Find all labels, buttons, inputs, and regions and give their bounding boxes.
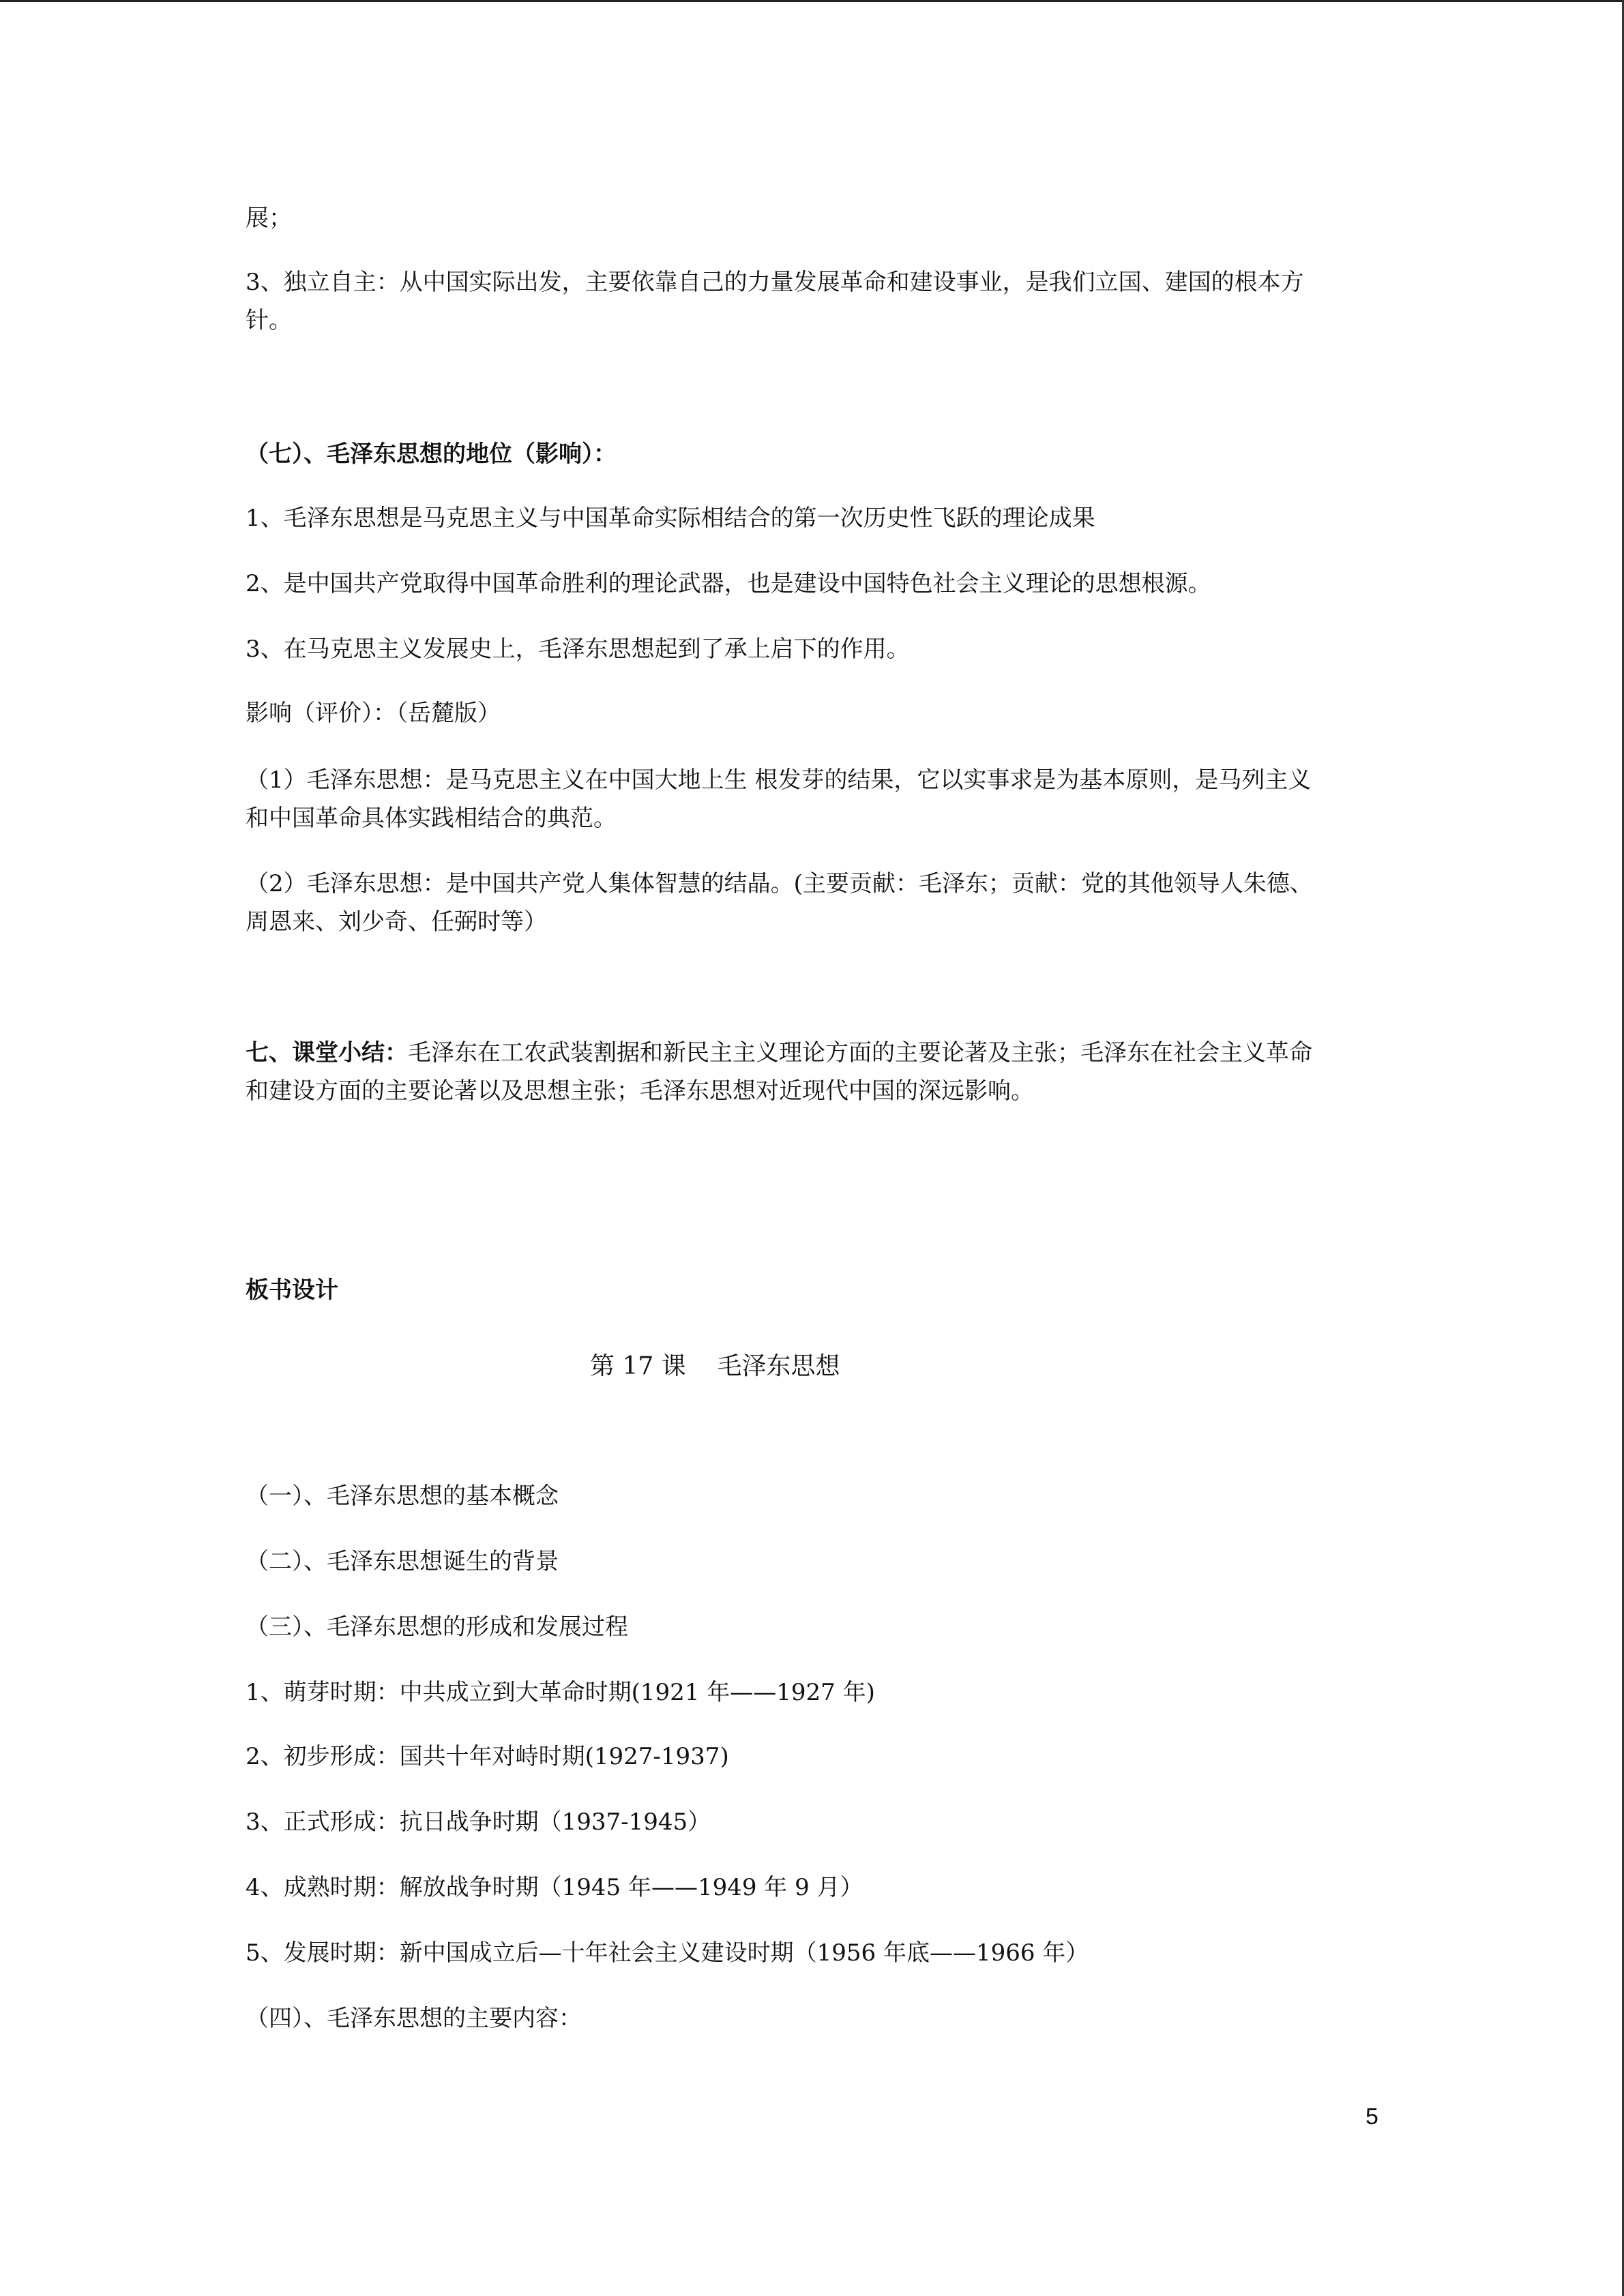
text-line: 影响（评价）：（岳麓版） [246,700,501,727]
text-line: 1、毛泽东思想是马克思主义与中国革命实际相结合的第一次历史性飞跃的理论成果 [246,505,1095,532]
list-item: 3、正式形成：抗日战争时期（1937-1945） [246,1808,711,1836]
list-item: （一）、毛泽东思想的基本概念 [246,1482,559,1510]
text-line: 展； [246,205,292,232]
list-item: （三）、毛泽东思想的形成和发展过程 [246,1613,628,1641]
summary-line [246,1034,1312,1072]
list-item: 4、成熟时期：解放战争时期（1945 年——1949 年 9 月） [246,1874,863,1901]
list-item: 1、萌芽时期：中共成立到大革命时期(1921 年——1927 年) [246,1679,875,1706]
board-title: 第 17 课 毛泽东思想 [590,1352,840,1380]
text-line: 3、在马克思主义发展史上，毛泽东思想起到了承上启下的作用。 [246,636,910,663]
text-line: 和中国革命具体实践相结合的典范。 [246,805,617,832]
list-item: （四）、毛泽东思想的主要内容： [246,2005,582,2032]
list-item: （二）、毛泽东思想诞生的背景 [246,1548,559,1575]
text-line: 和建设方面的主要论著以及思想主张；毛泽东思想对近现代中国的深远影响。 [246,1077,1034,1105]
summary-text: 毛泽东在工农武装割据和新民主主义理论方面的主要论著及主张；毛泽东在社会主义革命 [408,1039,1312,1067]
text-line: （2）毛泽东思想：是中国共产党人集体智慧的结晶。(主要贡献：毛泽东；贡献：党的其他领导人朱德、 [246,870,1313,897]
text-line: 3、独立自主：从中国实际出发，主要依靠自己的力量发展革命和建设事业，是我们立国、建国的根本方 [246,269,1304,296]
summary-label: 七、课堂小结： [246,1039,408,1067]
text-line: 周恩来、刘少奇、任弼时等） [246,908,547,936]
section-heading: （七）、毛泽东思想的地位（影响）： [246,441,617,468]
list-item: 2、初步形成：国共十年对峙时期(1927-1937) [246,1743,729,1770]
page-top-border [0,0,1624,2]
list-item: 5、发展时期：新中国成立后—十年社会主义建设时期（1956 年底——1966 年） [246,1939,1089,1967]
text-line: 2、是中国共产党取得中国革命胜利的理论武器，也是建设中国特色社会主义理论的思想根源。 [246,570,1211,597]
board-heading: 板书设计 [246,1277,338,1304]
page-number: 5 [1365,2104,1378,2130]
text-line: （1）毛泽东思想：是马克思主义在中国大地上生 根发芽的结果，它以实事求是为基本原则，是马列主义 [246,766,1312,794]
text-line: 针。 [246,307,292,334]
